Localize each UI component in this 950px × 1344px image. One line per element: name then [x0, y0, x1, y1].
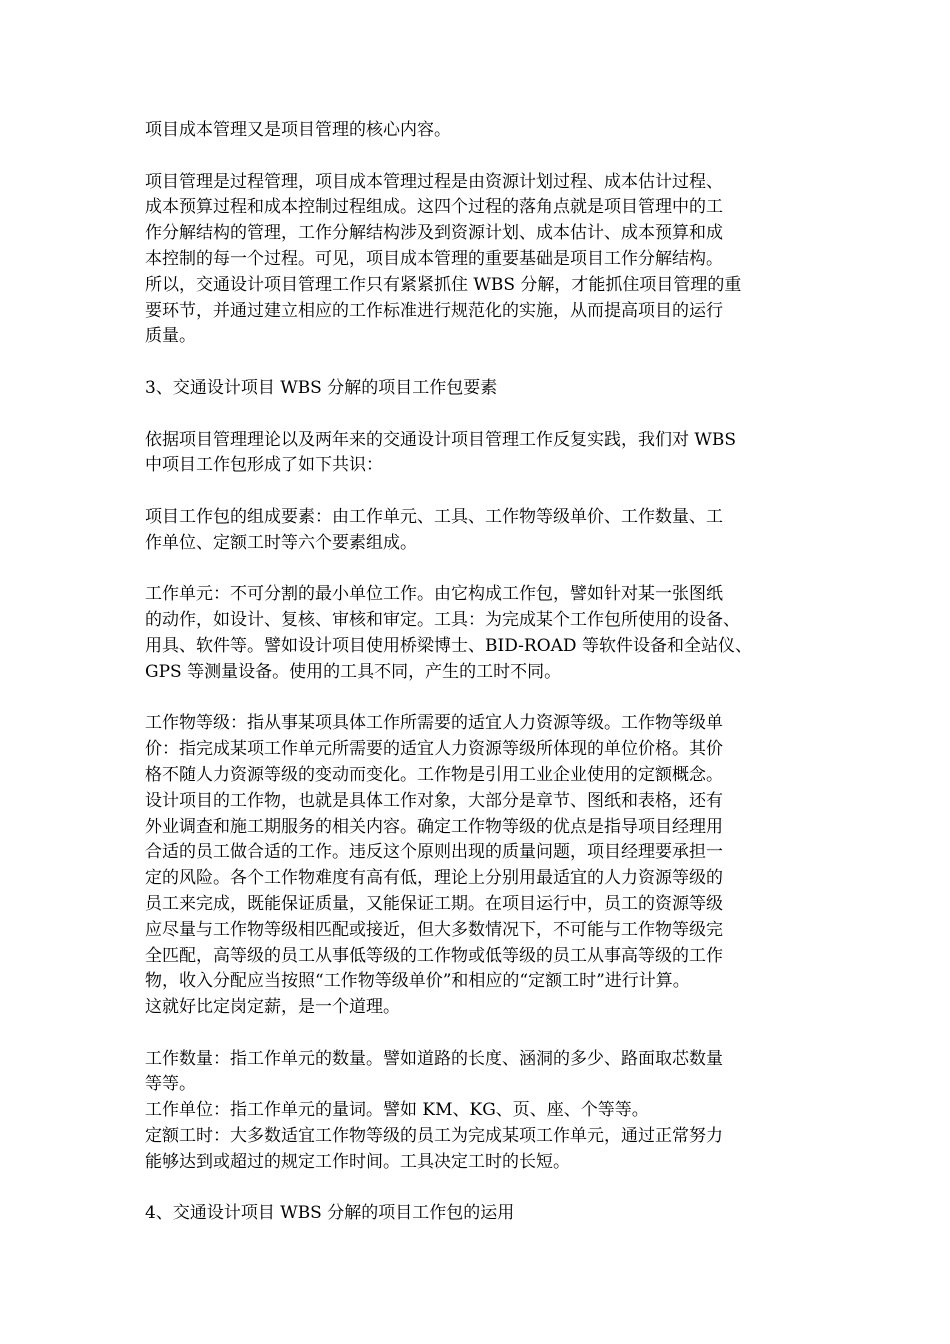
- paragraph-work-package-elements: 项目工作包的组成要素：由工作单元、工具、工作物等级单价、工作数量、工 作单位、定额工时等六个要素组成。: [145, 506, 723, 553]
- paragraph-consensus: 依据项目管理理论以及两年来的交通设计项目管理工作反复实践，我们对 WBS 中项目工作包形成了如下共识：: [145, 429, 737, 476]
- paragraph-process-management: 项目管理是过程管理，项目成本管理过程是由资源计划过程、成本估计过程、 成本预算过程和成本控制过程组成。这四个过程的落角点就是项目管理中的工 作分解结构的管理，工作分解结构涉及到资源计划、成本估计、成本预算和成 本控制的每一个过程。可见，项目成本管理的重要基础是项目工作分解结构。 所以，交通设计项目管理工作只有紧紧抓住 WBS 分解，才能抓住项目管理的重 要环节，并通过建立相应的工作标准进行规范化的实施，从而提高项目的运行 质量。: [145, 171, 742, 347]
- section-heading-4: 4、交通设计项目 WBS 分解的项目工作包的运用: [145, 1203, 515, 1224]
- paragraph-standard-hours: 定额工时：大多数适宜工作物等级的员工为完成某项工作单元，通过正常努力 能够达到或超过的规定工作时间。工具决定工时的长短。: [145, 1126, 723, 1172]
- paragraph-work-quantity: 工作数量：指工作单元的数量。譬如道路的长度、涵洞的多少、路面取芯数量 等等。: [145, 1048, 723, 1095]
- paragraph-work-unit-measure: 工作单位：指工作单元的量词。譬如 KM、KG、页、座、个等等。: [145, 1100, 649, 1121]
- paragraph-work-grade: 工作物等级：指从事某项具体工作所需要的适宜人力资源等级。工作物等级单 价：指完成某项工作单元所需要的适宜人力资源等级所体现的单位价格。其价 格不随人力资源等级的变动而变化。工作物是引用工业企业使用的定额概念。 设计项目的工作物，也就是具体工作对象，大部分是章节、图纸和表格，还有 外业调查和施工期服务的相关内容。确定工作物等级的优点是指导项目经理用 合适的员工做合适的工作。违反这个原则出现的质量问题，项目经理要承担一 定的风险。各个工作物难度有高有低，理论上分别用最适宜的人力资源等级的 员工来完成，既能保证质量，又能保证工期。在项目运行中，员工的资源等级 应尽量与工作物等级相匹配或接近，但大多数情况下，不可能与工作物等级完 全匹配，高等级的员工从事低等级的工作物或低等级的员工从事高等级的工作 物，收入分配应当按照“工作物等级单价”和相应的“定额工时”进行计算。 这就好比定岗定薪，是一个道理。: [145, 713, 723, 1018]
- section-heading-3: 3、交通设计项目 WBS 分解的项目工作包要素: [145, 377, 498, 398]
- document-body: [145, 118, 813, 1227]
- paragraph-cost-core: 项目成本管理又是项目管理的核心内容。: [145, 120, 451, 140]
- paragraph-work-unit-tools: 工作单元：不可分割的最小单位工作。由它构成工作包，譬如针对某一张图纸 的动作，如设计、复核、审核和审定。工具：为完成某个工作包所使用的设备、 用具、软件等。譬如设计项目使用桥梁博士、BID-ROAD 等软件设备和全站仪、 GPS 等测量设备。使用的工具不同，产生的工时不同。: [145, 584, 752, 682]
